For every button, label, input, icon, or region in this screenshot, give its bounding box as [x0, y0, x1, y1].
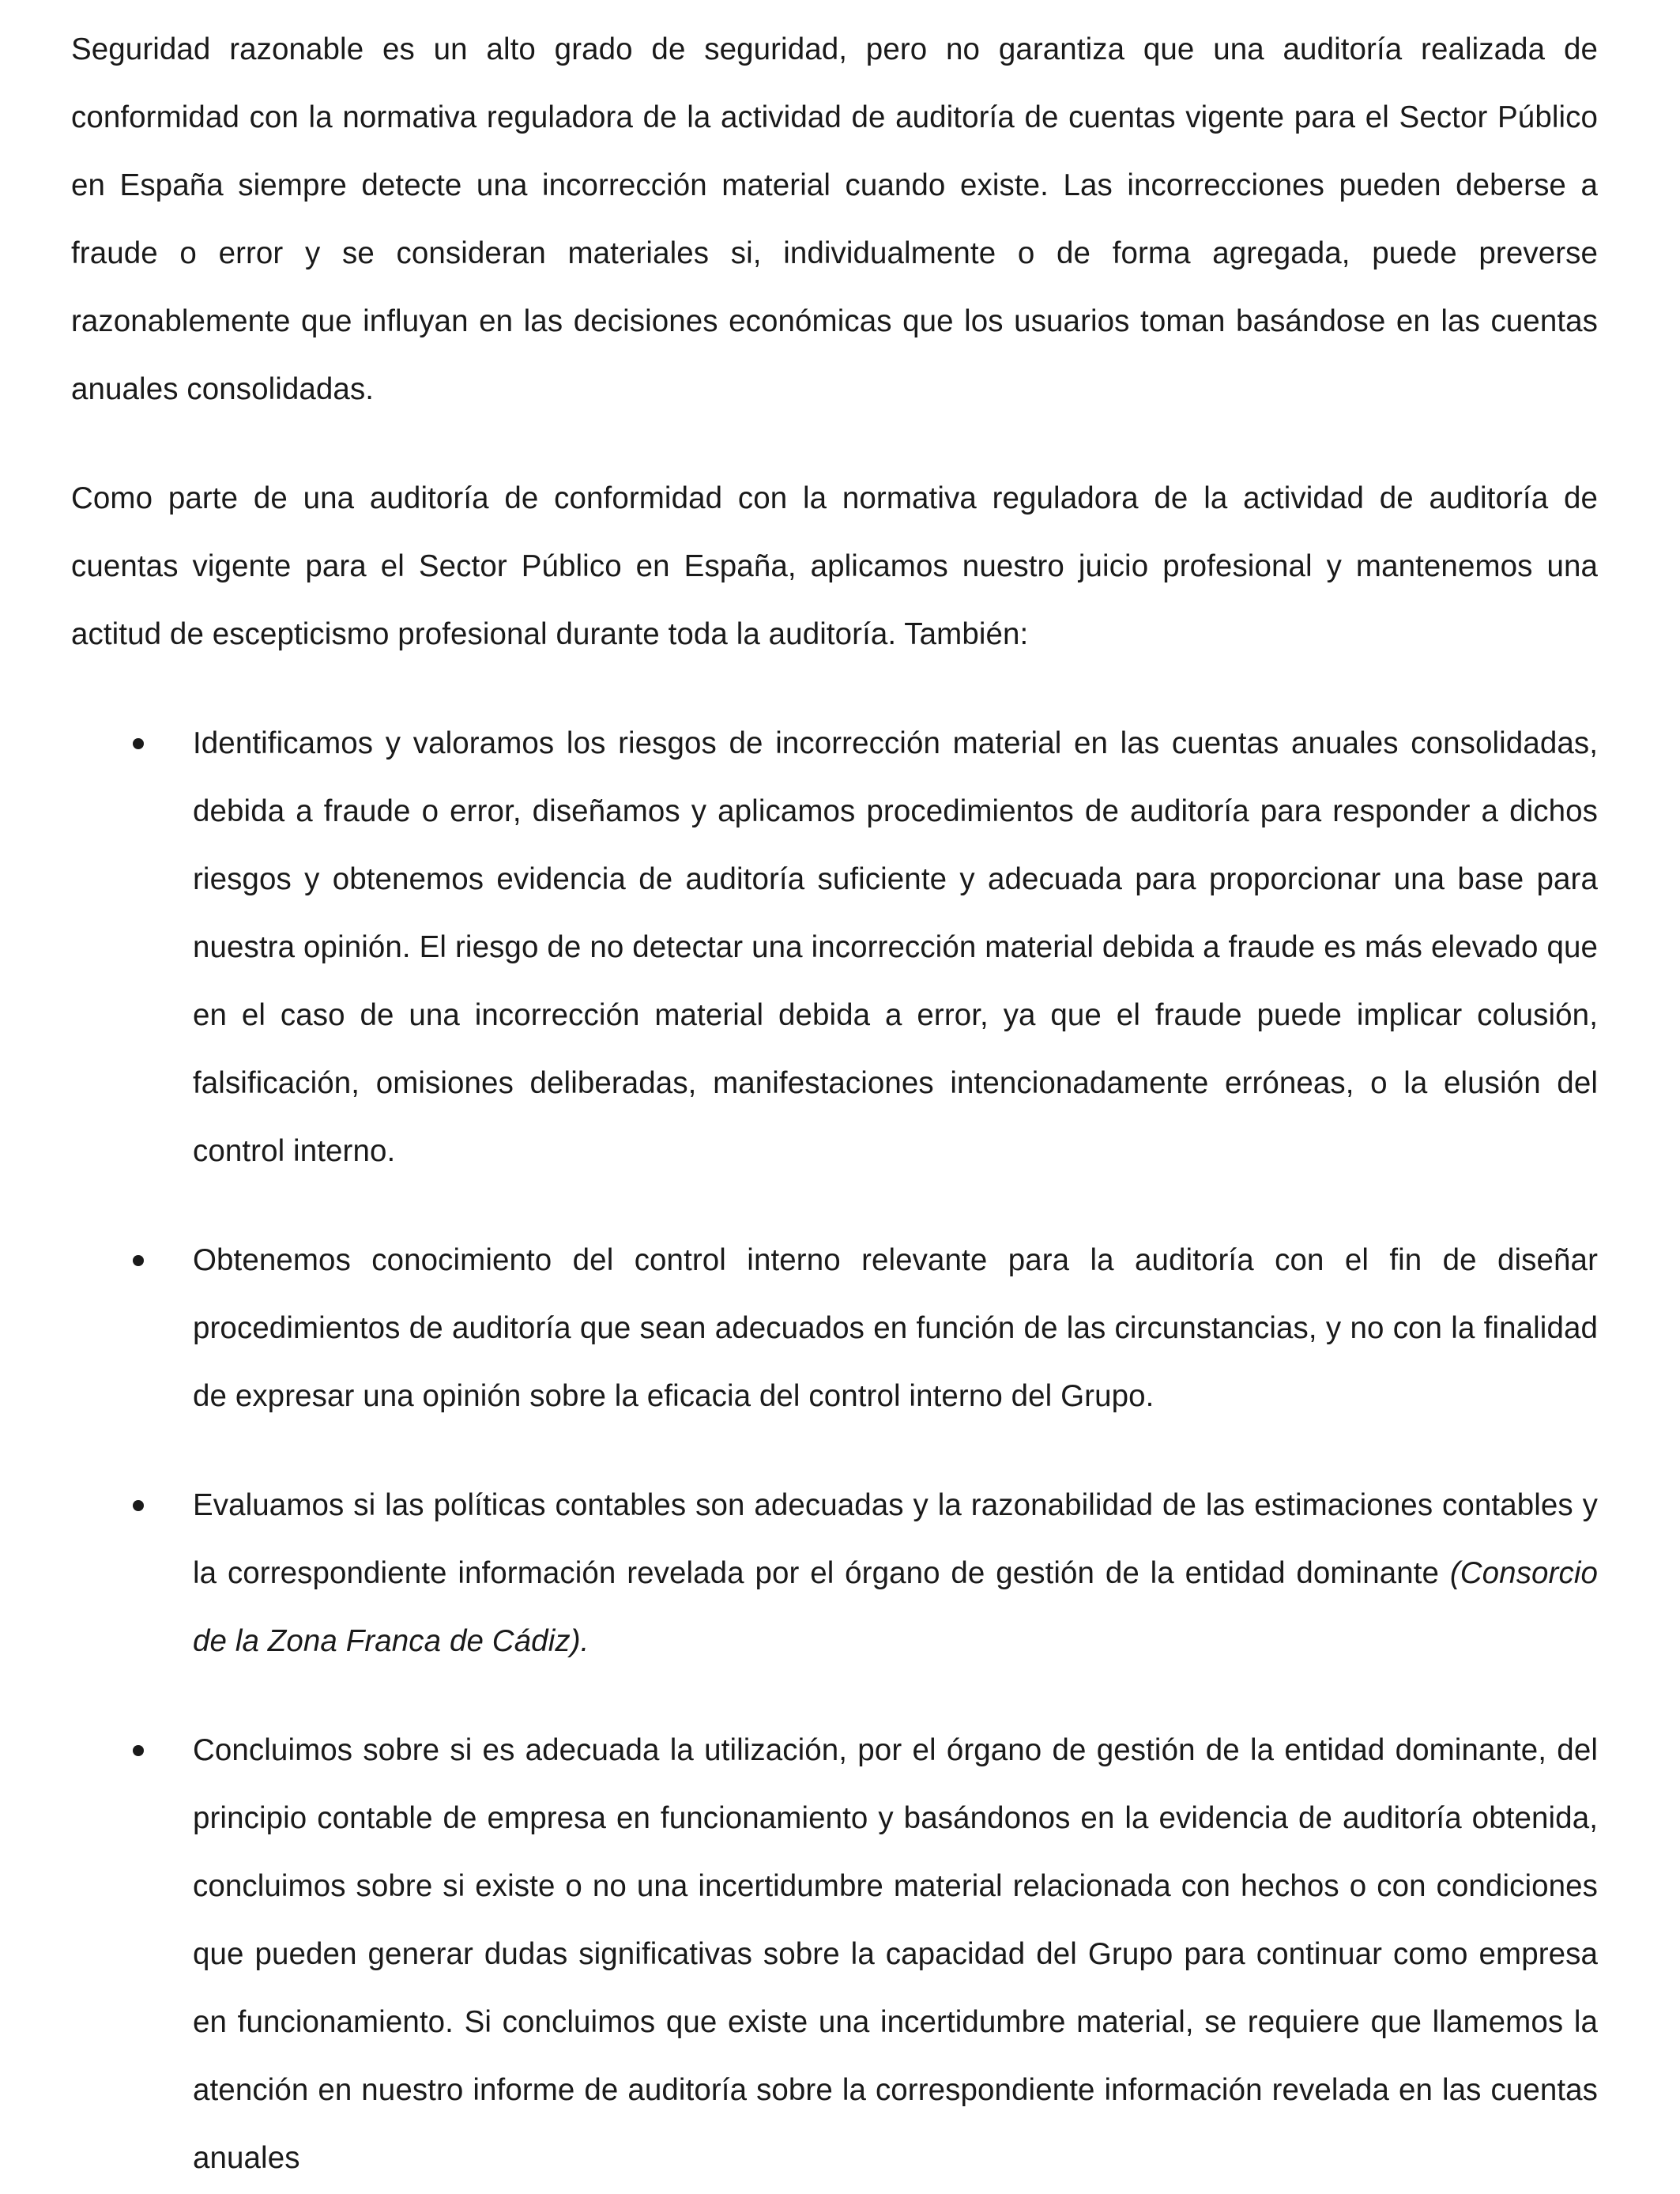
- bullet-text: Identificamos y valoramos los riesgos de incorrección material en las cuentas anuales consolidadas, debida a fraude o error, diseñamos y aplicamos procedimientos de auditoría para responder a dichos riesgos y obtenemos evidencia de auditoría suficiente y adecuada para proporcionar una base para nuestra opinión. El riesgo de no detectar una incorrección material debida a fraude es más elevado que en el caso de una incorrección material debida a error, ya que el fraude puede implicar colusión, falsificación, omisiones deliberadas, manifestaciones intencionadamente erróneas, o la elusión del control interno.: [193, 726, 1598, 1168]
- bullet-text: Concluimos sobre si es adecuada la utilización, por el órgano de gestión de la entidad dominante, del principio contable de empresa en funcionamiento y basándonos en la evidencia de auditoría obtenida, concluimos sobre si existe o no una incertidumbre material relacionada con hechos o con condiciones que pueden generar dudas significativas sobre la capacidad del Grupo para continuar como empresa en funcionamiento. Si concluimos que existe una incertidumbre material, se requiere que llamemos la atención en nuestro informe de auditoría sobre la correspondiente información revelada en las cuentas anuales: [193, 1733, 1598, 2175]
- bullet-icon: [133, 1472, 145, 1540]
- bullet-item-accounting-policies: [71, 1472, 1598, 1676]
- bullet-item-internal-control: [71, 1227, 1598, 1431]
- bullet-item-going-concern: [71, 1717, 1598, 2192]
- bullet-text: Obtenemos conocimiento del control interno relevante para la auditoría con el fin de diseñar procedimientos de auditoría que sean adecuados en función de las circunstancias, y no con la finalidad de expresar una opinión sobre la eficacia del control interno del Grupo.: [193, 1243, 1598, 1413]
- bullet-icon: [133, 710, 145, 778]
- paragraph-audit-approach: Como parte de una auditoría de conformidad con la normativa reguladora de la actividad de auditoría de cuentas vigente para el Sector Público en España, aplicamos nuestro juicio profesional y mantenemos una actitud de escepticismo profesional durante toda la auditoría. También:: [71, 481, 1598, 651]
- bullet-item-risk-assessment: [71, 710, 1598, 1186]
- bullet-text: Evaluamos si las políticas contables son adecuadas y la razonabilidad de las estimaciones contables y la correspondiente información revelada por el órgano de gestión de la entidad dominante: [193, 1488, 1598, 1590]
- paragraph-reasonable-assurance: Seguridad razonable es un alto grado de seguridad, pero no garantiza que una auditoría realizada de conformidad con la normativa reguladora de la actividad de auditoría de cuentas vigente para el Sector Público en España siempre detecte una incorrección material cuando existe. Las incorrecciones pueden deberse a fraude o error y se consideran materiales si, individualmente o de forma agregada, puede preverse razonablemente que influyan en las decisiones económicas que los usuarios toman basándose en las cuentas anuales consolidadas.: [71, 32, 1598, 406]
- bullet-icon: [133, 1227, 145, 1295]
- document-page: [71, 16, 1598, 2192]
- procedures-bullet-list: [71, 710, 1598, 2192]
- entity-name-italic: (Consorcio de la Zona Franca de Cádiz).: [193, 1556, 1598, 1658]
- bullet-icon: [133, 1717, 145, 1785]
